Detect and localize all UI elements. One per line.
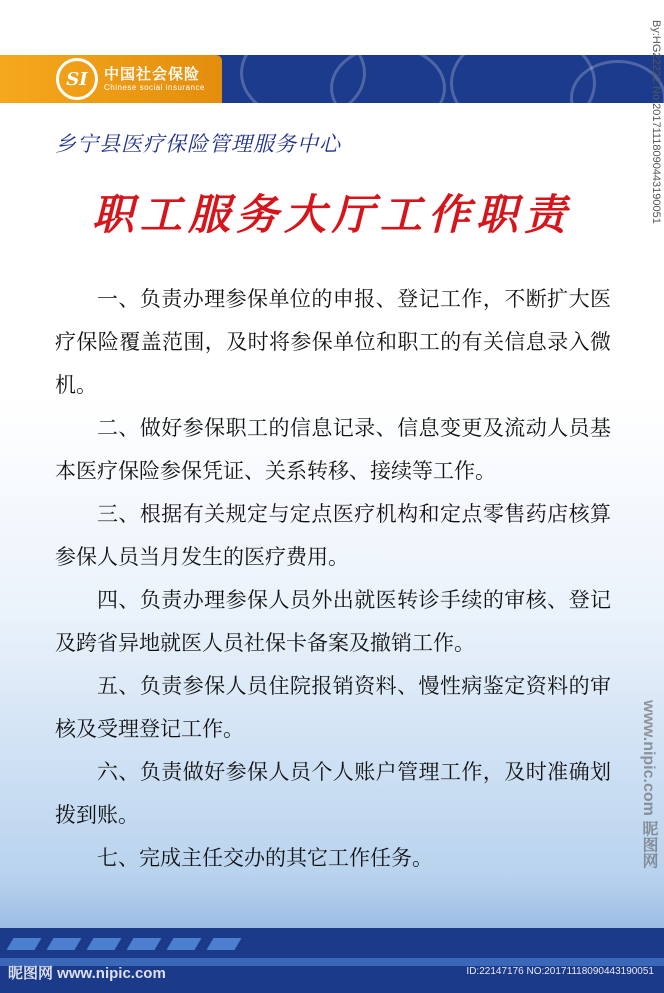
decor-stripe — [127, 938, 162, 950]
organization-name: 乡宁县医疗保险管理服务中心 — [55, 132, 341, 156]
duty-item: 二、做好参保职工的信息记录、信息变更及流动人员基本医疗保险参保凭证、关系转移、接续等工作。 — [55, 416, 611, 483]
duty-item: 七、完成主任交办的其它工作任务。 — [97, 846, 433, 870]
duty-item: 四、负责办理参保人员外出就医转诊手续的审核、登记及跨省异地就医人员社保卡备案及撤销工作。 — [55, 588, 611, 655]
logo-name-en: Chinese social insurance — [104, 83, 205, 92]
watermark-left: 昵图网 www.nipic.com — [8, 965, 166, 982]
side-id-text: By:HG22222 No:20171118090443190051 — [650, 20, 662, 224]
bottom-banner — [0, 928, 664, 993]
decor-stripe — [87, 938, 122, 950]
watermark-right: ID:22147176 NO:20171118090443190051 — [466, 966, 654, 977]
decor-stripe — [7, 938, 42, 950]
decor-ring — [330, 55, 446, 103]
duty-item: 一、负责办理参保单位的申报、登记工作，不断扩大医疗保险覆盖范围，及时将参保单位和职工的有关信息录入微机。 — [55, 287, 611, 397]
duty-item: 六、负责做好参保人员个人账户管理工作，及时准确划拨到账。 — [55, 760, 611, 827]
social-insurance-logo-icon: SI — [56, 58, 98, 100]
decor-stripe — [47, 938, 82, 950]
logo-name-cn: 中国社会保险 — [104, 65, 201, 83]
page-title: 职工服务大厅工作职责 — [91, 190, 572, 239]
duty-item: 三、根据有关规定与定点医疗机构和定点零售药店核算参保人员当月发生的医疗费用。 — [55, 502, 611, 569]
watermark-vertical: www.nipic.com 昵图网 — [640, 700, 657, 869]
decor-stripe — [167, 938, 202, 950]
duties-list — [55, 278, 611, 880]
decor-stripe — [207, 938, 242, 950]
duty-item: 五、负责参保人员住院报销资料、慢性病鉴定资料的审核及受理登记工作。 — [55, 674, 611, 741]
